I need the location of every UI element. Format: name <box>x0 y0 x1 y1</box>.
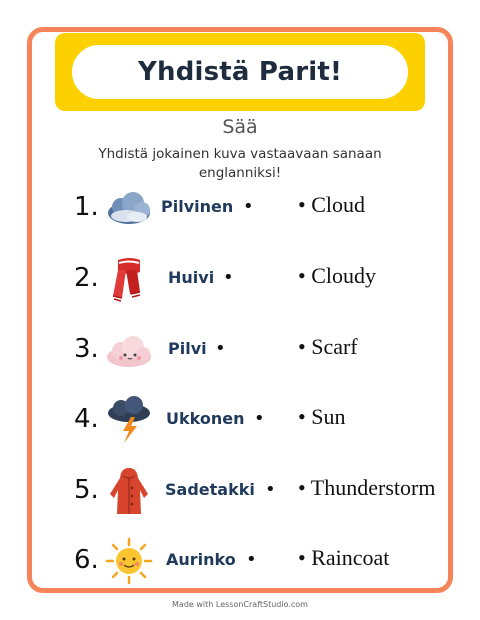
match-row-4 <box>0 390 480 450</box>
left-dot[interactable]: • <box>243 196 254 217</box>
english-word: • Sun <box>298 404 346 429</box>
item-number: 3. <box>74 334 99 364</box>
item-number: 1. <box>74 192 99 222</box>
raincoat-icon <box>104 466 154 516</box>
finnish-word: Sadetakki <box>165 480 255 499</box>
left-dot[interactable]: • <box>223 267 234 288</box>
english-word: • Scarf <box>298 334 358 359</box>
cloud-icon <box>104 325 154 375</box>
finnish-word: Ukkonen <box>166 409 245 428</box>
english-word: • Cloud <box>298 192 365 217</box>
finnish-word: Aurinko <box>166 550 236 569</box>
finnish-word: Huivi <box>168 268 215 287</box>
match-row-6 <box>0 531 480 591</box>
match-row-1 <box>0 178 480 238</box>
english-word: • Raincoat <box>298 545 390 570</box>
instructions: Yhdistä jokainen kuva vastaavaan sanaan englanniksi! <box>98 146 382 181</box>
item-number: 5. <box>74 475 99 505</box>
english-word: • Thunderstorm <box>298 475 436 500</box>
thunderstorm-icon <box>104 395 154 445</box>
sun-icon <box>104 536 154 586</box>
finnish-word: Pilvi <box>168 339 207 358</box>
page-title: Yhdistä Parit! <box>137 57 343 87</box>
match-row-3 <box>0 320 480 380</box>
topic-heading: Sää <box>222 116 258 138</box>
english-word: • Cloudy <box>298 263 376 288</box>
footer-credit: Made with LessonCraftStudio.com <box>172 600 308 609</box>
left-dot[interactable]: • <box>246 549 257 570</box>
scarf-icon <box>104 254 154 304</box>
left-dot[interactable]: • <box>265 479 276 500</box>
title-pill <box>72 45 408 99</box>
item-number: 4. <box>74 404 99 434</box>
left-dot[interactable]: • <box>254 408 265 429</box>
match-row-2 <box>0 249 480 309</box>
cloudy-icon <box>104 183 154 233</box>
finnish-word: Pilvinen <box>161 197 234 216</box>
item-number: 2. <box>74 263 99 293</box>
left-dot[interactable]: • <box>215 338 226 359</box>
match-row-5 <box>0 461 480 521</box>
item-number: 6. <box>74 545 99 575</box>
